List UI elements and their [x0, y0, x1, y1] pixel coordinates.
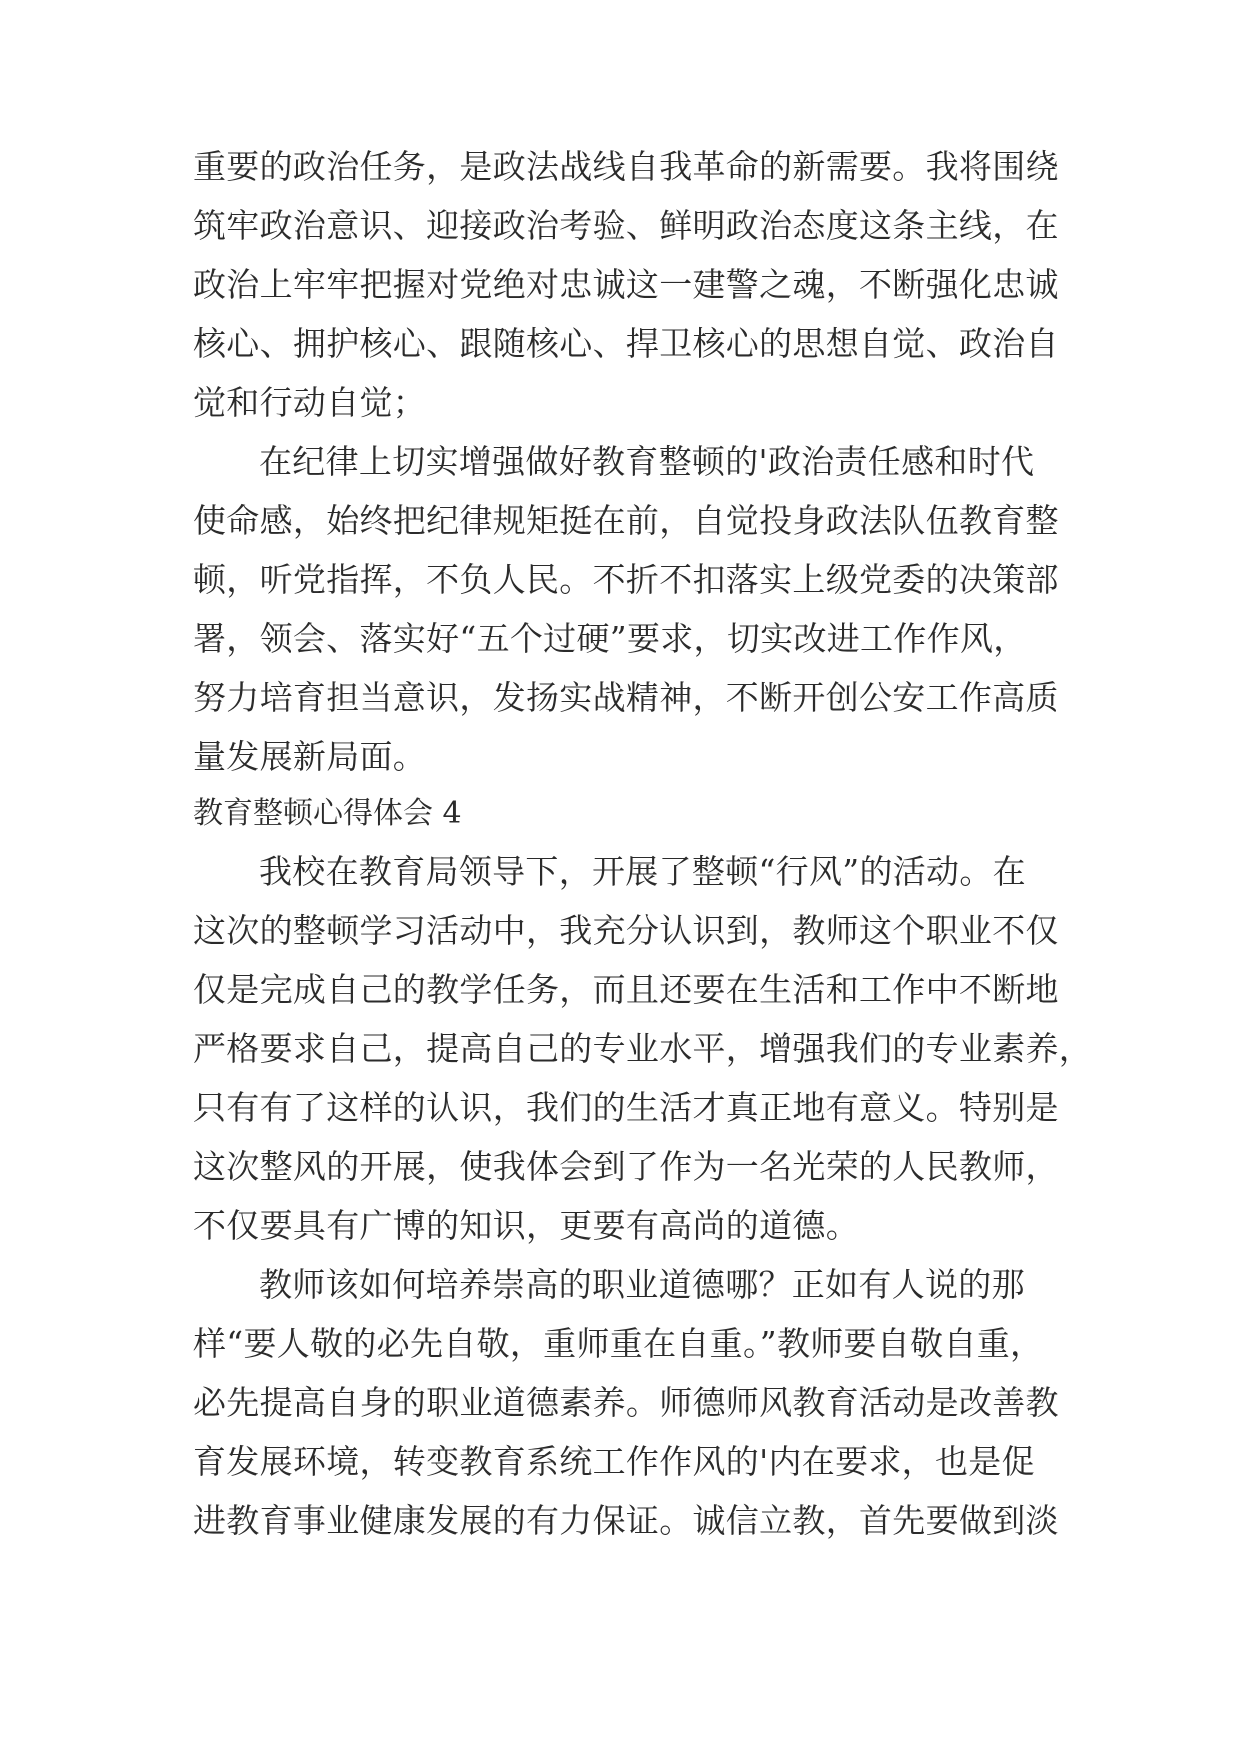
paragraph-first-line: 在纪律上切实增强做好教育整顿的'政治责任感和时代 [259, 442, 1035, 481]
text-line: 育发展环境，转变教育系统工作作风的'内在要求，也是促 [193, 1442, 1035, 1481]
paragraph-first-line: 教师该如何培养崇高的职业道德哪？正如有人说的那 [259, 1265, 1025, 1304]
text-line: 政治上牢牢把握对党绝对忠诚这一建警之魂，不断强化忠诚 [193, 265, 1059, 304]
text-line: 只有有了这样的认识，我们的生活才真正地有意义。特别是 [193, 1088, 1059, 1127]
text-line: 使命感，始终把纪律规矩挺在前，自觉投身政法队伍教育整 [193, 501, 1059, 540]
text-line: 顿，听党指挥，不负人民。不折不扣落实上级党委的决策部 [193, 560, 1059, 599]
text-line: 这次的整顿学习活动中，我充分认识到，教师这个职业不仅 [193, 911, 1059, 950]
text-line: 核心、拥护核心、跟随核心、捍卫核心的思想自觉、政治自 [193, 324, 1059, 363]
text-line: 重要的政治任务，是政法战线自我革命的新需要。我将围绕 [193, 147, 1059, 186]
text-line: 样“要人敬的必先自敬，重师重在自重。”教师要自敬自重， [193, 1324, 1044, 1363]
section-heading: 教育整顿心得体会 4 [193, 796, 462, 831]
text-line: 进教育事业健康发展的有力保证。诚信立教，首先要做到淡 [193, 1501, 1059, 1540]
text-line: 必先提高自身的职业道德素养。师德师风教育活动是改善教 [193, 1383, 1059, 1422]
text-line: 这次整风的开展，使我体会到了作为一名光荣的人民教师， [193, 1147, 1059, 1186]
text-line: 严格要求自己，提高自己的专业水平，增强我们的专业素养， [193, 1029, 1093, 1068]
text-line: 努力培育担当意识，发扬实战精神，不断开创公安工作高质 [193, 678, 1059, 717]
text-line: 觉和行动自觉； [193, 383, 427, 422]
text-line: 筑牢政治意识、迎接政治考验、鲜明政治态度这条主线，在 [193, 206, 1059, 245]
text-line: 不仅要具有广博的知识，更要有高尚的道德。 [193, 1206, 859, 1245]
paragraph-first-line: 我校在教育局领导下，开展了整顿“行风”的活动。在 [259, 852, 1026, 891]
text-line: 仅是完成自己的教学任务，而且还要在生活和工作中不断地 [193, 970, 1059, 1009]
text-line: 量发展新局面。 [193, 737, 427, 776]
text-line: 署，领会、落实好“五个过硬”要求，切实改进工作作风， [193, 619, 1027, 658]
